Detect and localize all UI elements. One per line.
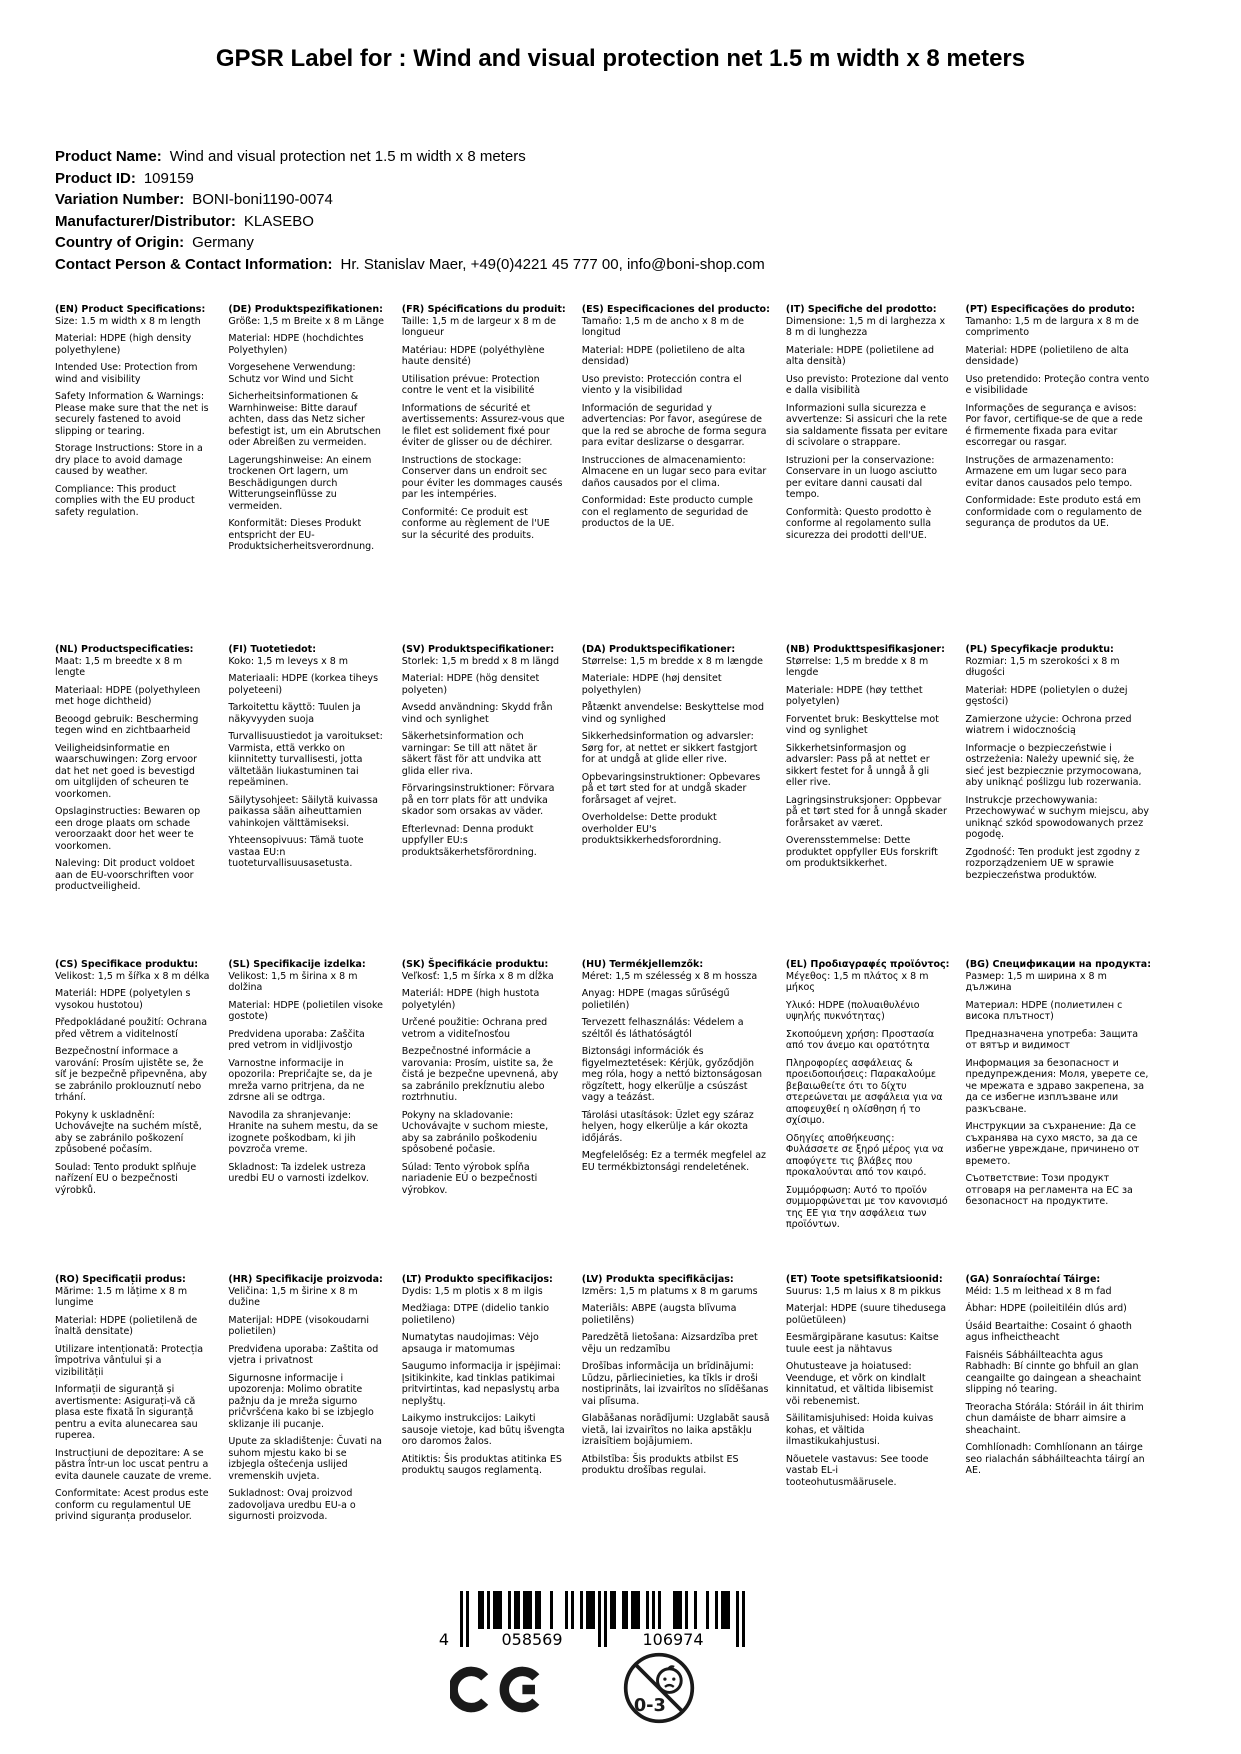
barcode-bar bbox=[493, 1591, 496, 1629]
language-block-paragraph: Beoogd gebruik: Bescherming tegen wind en zichtbaarheid bbox=[55, 713, 199, 736]
barcode-bar bbox=[481, 1591, 484, 1629]
barcode-bar bbox=[499, 1591, 502, 1629]
barcode-bar bbox=[538, 1591, 541, 1629]
language-block-paragraph: Sicherheitsinformationen & Warnhinweise: Bitte darauf achten, dass das Netz sicher befestigt ist, um ein Abrutschen oder Abreißen zu vermeiden. bbox=[228, 391, 381, 448]
product-info-row bbox=[55, 254, 765, 276]
language-block-paragraph: Forventet bruk: Beskyttelse mot vind og synlighet bbox=[785, 713, 939, 736]
language-block-paragraph: Μέγεθος: 1,5 m πλάτος x 8 m μήκος bbox=[785, 970, 929, 993]
language-block-title: (FR) Spécifications du produit: bbox=[401, 304, 566, 315]
barcode-bar bbox=[514, 1591, 517, 1629]
barcode-bar bbox=[715, 1591, 718, 1629]
language-block-fi bbox=[228, 644, 401, 959]
language-block-paragraph: Pokyny k uskladnění: Uchovávejte na suchém místě, aby se zabránilo poškození způsobené počasím. bbox=[55, 1109, 202, 1155]
language-block-paragraph: Υλικό: HDPE (πολυαιθυλένιο υψηλής πυκνότητας) bbox=[785, 999, 920, 1022]
language-block-paragraph: Instrukcje przechowywania: Przechowywać w suchym miejscu, aby uniknąć szkód spowodowanych przez pogodę. bbox=[965, 794, 1150, 840]
barcode-bar bbox=[604, 1591, 607, 1647]
language-block-paragraph: Velikost: 1,5 m širina x 8 m dolžina bbox=[228, 970, 358, 993]
language-block-paragraph: Tamaño: 1,5 m de ancho x 8 m de longitud bbox=[581, 315, 744, 338]
language-block-paragraph: Predvidena uporaba: Zaščita pred vetrom in vidljivostjo bbox=[228, 1028, 365, 1051]
barcode-bar bbox=[580, 1591, 583, 1629]
language-block-paragraph: Comhlíonadh: Comhlíonann an táirge seo rialachán sábháilteachta táirgí an AE. bbox=[965, 1442, 1145, 1476]
barcode-bar bbox=[637, 1591, 640, 1629]
language-block-paragraph: Bezpečnostné informácie a varovania: Prosím, uistite sa, že čistá je bezpečne upevnená, aby sa zabránilo prekĺznutiu alebo roztrhnutiu. bbox=[401, 1046, 559, 1103]
language-block-pt bbox=[965, 304, 1167, 644]
language-block-it bbox=[786, 304, 966, 644]
language-block-title: (BG) Спецификации на продукта: bbox=[965, 959, 1151, 970]
language-block-paragraph: Súlad: Tento výrobok spĺňa nariadenie EÚ o bezpečnosti výrobkov. bbox=[401, 1161, 538, 1196]
language-block-paragraph: Materiaal: HDPE (polyethyleen met hoge dichtheid) bbox=[55, 684, 201, 707]
language-block-paragraph: Materiale: HDPE (høy tetthet polyetylen) bbox=[785, 684, 923, 707]
barcode-bar bbox=[721, 1591, 724, 1629]
language-block-ro bbox=[55, 1274, 228, 1529]
language-block-paragraph: Инструкции за съхранение: Да се съхранява на сухо място, за да се избегне увреждане, причинено от времето. bbox=[965, 1121, 1140, 1167]
language-block-title: (GA) Sonraíochtaí Táirge: bbox=[965, 1274, 1101, 1285]
language-block-title: (EN) Product Specifications: bbox=[55, 304, 206, 315]
language-block-paragraph: Uso pretendido: Proteção contra vento e visibilidade bbox=[965, 373, 1150, 396]
language-block-paragraph: Informacje o bezpieczeństwie i ostrzeżenia: Należy upewnić się, że sieć jest bezpiecznie przymocowana, aby uniknąć poślizgu lub rozerwania. bbox=[965, 742, 1142, 788]
language-grid bbox=[55, 304, 1167, 1529]
language-block-paragraph: Varnostne informacije in opozorila: Prepričajte se, da je mreža varno pritrjena, da ne zdrsne ali se odtrga. bbox=[228, 1057, 373, 1103]
language-block-paragraph: Material: HDPE (high density polyethylene) bbox=[55, 333, 192, 356]
language-block-paragraph: Anyag: HDPE (magas sűrűségű polietilén) bbox=[581, 988, 730, 1011]
language-block-paragraph: Numatytas naudojimas: Vėjo apsauga ir matomumas bbox=[401, 1332, 539, 1355]
language-block-paragraph: Materijal: HDPE (visokoudarni polietilen) bbox=[228, 1314, 370, 1337]
barcode-bar bbox=[685, 1591, 688, 1629]
language-block-en bbox=[55, 304, 228, 644]
page-title: GPSR Label for : Wind and visual protection net 1.5 m width x 8 meters bbox=[215, 45, 1026, 72]
language-block-paragraph: Tamanho: 1,5 m de largura x 8 m de comprimento bbox=[965, 315, 1139, 338]
language-block-paragraph: Atitiktis: Šis produktas atitinka ES produktų saugos reglamentą. bbox=[401, 1453, 562, 1476]
language-block-title: (LT) Produkto specifikacijos: bbox=[401, 1274, 553, 1285]
language-block-paragraph: Materjal: HDPE (suure tihedusega polüetüleen) bbox=[785, 1303, 947, 1326]
language-block-paragraph: Biztonsági információk és figyelmeztetések: Kérjük, győződjön meg róla, hogy a nettó biztonságosan rögzített, hogy elkerülje a csúszást vagy a teázást. bbox=[581, 1046, 763, 1103]
language-block-paragraph: Atbilstība: Šis produkts atbilst ES produktu drošības regulai. bbox=[581, 1453, 739, 1476]
language-block-title: (SK) Špecifikácie produktu: bbox=[401, 959, 549, 970]
language-block-paragraph: Οδηγίες αποθήκευσης: Φυλάσσετε σε ξηρό μέρος για να αποφύγετε τις βλάβες που προκαλούνται από τον καιρό. bbox=[785, 1132, 944, 1178]
barcode-bar bbox=[529, 1591, 532, 1629]
barcode-first-digit: 4 bbox=[438, 1630, 450, 1649]
language-block-paragraph: Materiał: HDPE (polietylen o dużej gęstości) bbox=[965, 684, 1128, 707]
language-block-title: (RO) Specificații produs: bbox=[55, 1274, 186, 1285]
language-block-title: (EL) Προδιαγραφές προϊόντος: bbox=[785, 959, 950, 970]
language-block-paragraph: Πληροφορίες ασφάλειας & προειδοποιήσεις: Παρακαλούμε βεβαιωθείτε ότι το δίχτυ στερεώνεται με ασφάλεια για να αποφευχθεί η ολίσθηση ή το σχίσιμο. bbox=[785, 1057, 943, 1126]
product-info-label: Product Name: bbox=[55, 148, 162, 165]
language-block-title: (DE) Produktspezifikationen: bbox=[228, 304, 383, 315]
language-block-paragraph: Informații de siguranță și avertismente: Asigurați-vă că plasa este fixată în siguranță pentru a evita alunecarea sau ruperea. bbox=[55, 1384, 198, 1441]
language-block-paragraph: Storage Instructions: Store in a dry place to avoid damage caused by weather. bbox=[55, 443, 203, 477]
language-block-paragraph: Eesmärgipärane kasutus: Kaitse tuule eest ja nähtavus bbox=[785, 1332, 939, 1355]
language-block-nb bbox=[786, 644, 966, 959]
language-block-paragraph: Påtænkt anvendelse: Beskyttelse mod vind og synlighed bbox=[581, 702, 764, 725]
language-block-paragraph: Sukladnost: Ovaj proizvod zadovoljava uredbu EU-a o sigurnosti proizvoda. bbox=[228, 1488, 356, 1522]
product-info-label: Variation Number: bbox=[55, 191, 185, 208]
language-block-paragraph: Størrelse: 1,5 m bredde x 8 m længde bbox=[581, 655, 764, 667]
language-block-paragraph: Megfelelőség: Ez a termék megfelel az EU termékbiztonsági rendeletének. bbox=[581, 1150, 767, 1173]
age-warning-label: 0-3 bbox=[633, 1695, 666, 1716]
product-info-label: Manufacturer/Distributor: bbox=[55, 212, 236, 230]
language-block-paragraph: Určené použitie: Ochrana pred vetrom a viditeľnosťou bbox=[401, 1017, 548, 1040]
language-block-da bbox=[582, 644, 786, 959]
language-block-paragraph: Laikymo instrukcijos: Laikyti sausoje vietoje, kad būtų išvengta oro daromos žalos. bbox=[401, 1413, 565, 1447]
language-block-title: (NB) Produkttspesifikasjoner: bbox=[785, 644, 945, 655]
language-block-paragraph: Vorgesehene Verwendung: Schutz vor Wind und Sicht bbox=[228, 362, 356, 385]
language-block-lt bbox=[402, 1274, 582, 1529]
language-block-et bbox=[786, 1274, 966, 1529]
language-block-paragraph: Matériau: HDPE (polyéthylène haute densité) bbox=[401, 344, 545, 367]
language-block-paragraph: Předpokládané použití: Ochrana před větrem a viditelností bbox=[55, 1017, 208, 1040]
language-block-paragraph: Materiál: HDPE (polyetylen s vysokou hustotou) bbox=[55, 988, 191, 1011]
language-block-paragraph: Uso previsto: Protezione dal vento e dalla visibilità bbox=[785, 373, 949, 396]
barcode-bar bbox=[658, 1591, 661, 1629]
barcode-bar bbox=[526, 1591, 529, 1629]
language-block-paragraph: Förvaringsinstruktioner: Förvara på en torr plats för att undvika skador som orsakas av väder. bbox=[401, 783, 555, 817]
language-block-lv bbox=[582, 1274, 786, 1529]
language-block-paragraph: Sikkerhedsinformation og advarsler: Sørg for, at nettet er sikkert fastgjort for at undgå at glide eller rive. bbox=[581, 731, 758, 765]
language-block-paragraph: Tárolási utasítások: Üzlet egy száraz helyen, hogy elkerülje a kár okozta időjárás. bbox=[581, 1109, 754, 1144]
barcode-bar bbox=[589, 1591, 592, 1629]
language-block-hu bbox=[582, 959, 786, 1274]
language-block-paragraph: Rozmiar: 1,5 m szerokości x 8 m długości bbox=[965, 655, 1120, 678]
barcode-bar bbox=[625, 1591, 628, 1629]
language-block-paragraph: Veľkosť: 1,5 m šírka x 8 m dĺžka bbox=[401, 970, 554, 982]
language-block-paragraph: Instrucțiuni de depozitare: A se păstra într-un loc uscat pentru a evita daunele cauzate de vreme. bbox=[55, 1447, 212, 1482]
language-block-bg bbox=[965, 959, 1167, 1274]
language-block-paragraph: Upute za skladištenje: Čuvati na suhom mjestu kako bi se izbjegla oštećenja uslijed vremenskih uvjeta. bbox=[228, 1436, 382, 1482]
barcode-bar bbox=[535, 1591, 538, 1629]
language-block-title: (SL) Specifikacije izdelka: bbox=[228, 959, 366, 970]
language-block-paragraph: Conformidad: Este producto cumple con el reglamento de seguridad de productos de la UE. bbox=[581, 495, 754, 529]
language-block-pl bbox=[965, 644, 1167, 959]
language-block-paragraph: Lagerungshinweise: An einem trockenen Ort lagern, um Beschädigungen durch Witterungseinflüsse zu vermeiden. bbox=[228, 454, 372, 512]
language-block-paragraph: Faisnéis Sábháilteachta agus Rabhadh: Bí cinnte go bhfuil an glan ceangailte go daingean a sheachaint slipping nó tearing. bbox=[965, 1349, 1142, 1395]
language-block-paragraph: Compliance: This product complies with the EU product safety regulation. bbox=[55, 483, 195, 518]
barcode-bar bbox=[634, 1591, 637, 1629]
language-block-paragraph: Ábhar: HDPE (poileitiléin dlús ard) bbox=[965, 1303, 1127, 1314]
language-block-paragraph: Naleving: Dit product voldoet aan de EU-voorschriften voor productveiligheid. bbox=[55, 858, 195, 892]
language-block-paragraph: Safety Information & Warnings: Please make sure that the net is securely fastened to avoid slipping or tearing. bbox=[55, 391, 209, 437]
ce-mark-icon bbox=[450, 1662, 546, 1717]
language-block-hr bbox=[228, 1274, 401, 1529]
language-block-paragraph: Glabāšanas norādījumi: Uzglabāt sausā vietā, lai izvairītos no laika apstākļu izraisītiem bojājumiem. bbox=[581, 1413, 770, 1447]
language-block-paragraph: Информация за безопасност и предупреждения: Моля, уверете се, че мрежата е здраво закрепена, за да се избегне изплъзване или разкъсване. bbox=[965, 1057, 1149, 1115]
language-block-paragraph: Utilizare intenționată: Protecția împotriva vântului și a vizibilității bbox=[55, 1343, 204, 1378]
language-block-paragraph: Bezpečnostní informace a varování: Prosím ujistěte se, že síť je bezpečně připevněna, aby se zabránilo proklouznutí nebo trhání. bbox=[55, 1046, 207, 1103]
language-block-paragraph: Instructions de stockage: Conserver dans un endroit sec pour éviter les dommages causés par les intempéries. bbox=[401, 454, 563, 500]
barcode-bar bbox=[676, 1591, 679, 1629]
language-block-paragraph: Material: HDPE (hög densitet polyeten) bbox=[401, 673, 540, 696]
language-block-title: (HR) Specifikacije proizvoda: bbox=[228, 1274, 383, 1285]
product-info-label: Product ID: bbox=[55, 169, 136, 187]
barcode-bar bbox=[631, 1591, 634, 1629]
barcode-bar bbox=[610, 1591, 613, 1629]
language-block-cs bbox=[55, 959, 228, 1274]
language-block-paragraph: Zgodność: Ten produkt jest zgodny z rozporządzeniem UE w sprawie bezpieczeństwa produktów. bbox=[965, 846, 1140, 881]
language-block-title: (PL) Specyfikacje produktu: bbox=[965, 644, 1114, 655]
product-info-row bbox=[55, 211, 765, 233]
language-block-title: (FI) Tuotetiedot: bbox=[228, 644, 317, 655]
language-block-paragraph: Veličina: 1,5 m širine x 8 m dužine bbox=[228, 1285, 358, 1308]
language-block-title: (LV) Produkta specifikācijas: bbox=[581, 1274, 734, 1285]
language-block-paragraph: Materiale: HDPE (høj densitet polyethylen) bbox=[581, 673, 722, 696]
language-block-paragraph: Material: HDPE (hochdichtes Polyethylen) bbox=[228, 333, 364, 356]
language-block-paragraph: Säkerhetsinformation och varningar: Se till att nätet är säkert fäst för att undvika att glida eller riva. bbox=[401, 731, 542, 777]
language-block-paragraph: Size: 1.5 m width x 8 m length bbox=[55, 315, 201, 327]
language-block-paragraph: Conformidade: Este produto está em conformidade com o regulamento de segurança de produtos da UE. bbox=[965, 495, 1142, 529]
language-block-paragraph: Materiál: HDPE (high hustota polyetylén) bbox=[401, 988, 540, 1011]
barcode-bar bbox=[496, 1591, 499, 1629]
barcode-bar bbox=[727, 1591, 730, 1629]
language-block-paragraph: Storlek: 1,5 m bredd x 8 m längd bbox=[401, 655, 560, 667]
barcode-bar bbox=[652, 1591, 655, 1629]
language-block-ga bbox=[965, 1274, 1167, 1529]
barcode-bar bbox=[571, 1591, 574, 1629]
language-block-paragraph: Veiligheidsinformatie en waarschuwingen: Zorg ervoor dat het net goed is bevestigd om uitglijden of scheuren te voorkomen. bbox=[55, 742, 198, 800]
language-block-paragraph: Sigurnosne informacije i upozorenja: Molimo obratite pažnju da je mreža sigurno pričvršćena kako bi se izbjeglo sklizanje ili pucanje. bbox=[228, 1372, 374, 1430]
language-block-paragraph: Dydis: 1,5 m plotis x 8 m ilgis bbox=[401, 1285, 543, 1297]
language-block-paragraph: Materiāls: ABPE (augsta blīvuma polietilēns) bbox=[581, 1303, 737, 1326]
barcode-bar bbox=[592, 1591, 595, 1629]
language-block-sk bbox=[402, 959, 582, 1274]
language-block-paragraph: Mărime: 1.5 m lățime x 8 m lungime bbox=[55, 1285, 188, 1308]
barcode-bar bbox=[466, 1591, 469, 1647]
language-block-paragraph: Informations de sécurité et avertissements: Assurez-vous que le filet est solidement fixé pour éviter de glisser ou de déchirer. bbox=[401, 402, 565, 448]
language-block-paragraph: Съответствие: Този продукт отговаря на регламента на ЕС за безопасност на продуктите. bbox=[965, 1173, 1133, 1207]
language-block-paragraph: Velikost: 1,5 m šířka x 8 m délka bbox=[55, 970, 210, 982]
product-info-value: Hr. Stanislav Maer, +49(0)4221 45 777 00, info@boni-shop.com bbox=[340, 255, 765, 273]
language-block-paragraph: Informações de segurança e avisos: Por favor, certifique-se de que a rede é firmemente fixada para evitar escorregar ou rasgar. bbox=[965, 402, 1143, 448]
barcode-bar bbox=[736, 1591, 739, 1647]
language-block-paragraph: Material: HDPE (polietileno de alta densidade) bbox=[965, 344, 1129, 367]
product-info-value: KLASEBO bbox=[243, 212, 314, 230]
language-block-paragraph: Conformité: Ce produit est conforme au règlement de l'UE sur la sécurité des produits. bbox=[401, 506, 550, 541]
barcode-bar bbox=[742, 1591, 745, 1647]
language-block-paragraph: Konformität: Dieses Produkt entspricht der EU-Produktsicherheitsverordnung. bbox=[228, 518, 375, 552]
product-info-row bbox=[55, 146, 765, 168]
language-block-paragraph: Material: HDPE (polietilenă de înaltă densitate) bbox=[55, 1314, 198, 1337]
language-block-paragraph: Predviđena uporaba: Zaštita od vjetra i privatnost bbox=[228, 1343, 379, 1366]
barcode-bar bbox=[673, 1591, 676, 1629]
language-block-paragraph: Opbevaringsinstruktioner: Opbevares på et tørt sted for at undgå skader forårsaget af vejret. bbox=[581, 771, 761, 806]
language-block-paragraph: Información de seguridad y advertencias: Por favor, asegúrese de que la red se abroche de forma segura para evitar deslizarse o desgarrar. bbox=[581, 402, 767, 448]
barcode-bar bbox=[478, 1591, 481, 1629]
barcode-bar bbox=[613, 1591, 616, 1629]
language-block-title: (ET) Toote spetsifikatsioonid: bbox=[785, 1274, 943, 1285]
product-info-label: Contact Person & Contact Information: bbox=[55, 255, 333, 273]
language-block-title: (CS) Specifikace produktu: bbox=[55, 959, 199, 970]
language-block-paragraph: Yhteensopivuus: Tämä tuote vastaa EU:n tuoteturvallisuusasetusta. bbox=[228, 835, 364, 869]
language-block-paragraph: Taille: 1,5 m de largeur x 8 m de longueur bbox=[401, 315, 556, 338]
barcode-bar bbox=[460, 1591, 463, 1647]
language-block-paragraph: Treoracha Stórála: Stóráil in áit thirim chun damáiste de bharr aimsire a sheachaint. bbox=[965, 1401, 1144, 1436]
product-info-row bbox=[55, 189, 765, 211]
language-block-paragraph: Turvallisuustiedot ja varoitukset: Varmista, että verkko on kiinnitetty turvallisesti, jotta vältetään liukastuminen tai repeäminen. bbox=[228, 731, 383, 788]
barcode-left-group: 058569 bbox=[501, 1630, 563, 1649]
language-block-paragraph: Soulad: Tento produkt splňuje nařízení EU o bezpečnosti výrobků. bbox=[55, 1161, 197, 1196]
language-block-paragraph: Utilisation prévue: Protection contre le vent et la visibilité bbox=[401, 373, 540, 396]
language-block-paragraph: Informazioni sulla sicurezza e avvertenze: Si assicuri che la rete sia saldamente fissata per evitare di scivolare o strappare. bbox=[785, 402, 948, 448]
language-block-paragraph: Skladnost: Ta izdelek ustreza uredbi EU o varnosti izdelkov. bbox=[228, 1161, 369, 1184]
language-block-paragraph: Opslaginstructies: Bewaren op een droge plaats om schade veroorzaakt door het weer te voorkomen. bbox=[55, 806, 201, 852]
language-block-sl bbox=[228, 959, 401, 1274]
barcode-bar bbox=[598, 1591, 601, 1647]
language-block-paragraph: Tarkoitettu käyttö: Tuulen ja näkyvyyden suoja bbox=[228, 702, 361, 725]
language-block-paragraph: Conformitate: Acest produs este conform cu regulamentul UE privind siguranța produselor. bbox=[55, 1488, 209, 1522]
product-info-row bbox=[55, 232, 765, 254]
language-block-paragraph: Размер: 1,5 m ширина x 8 m дължина bbox=[965, 970, 1107, 993]
language-block-paragraph: Συμμόρφωση: Αυτό το προϊόν συμμορφώνεται με τον κανονισμό της ΕΕ για την ασφάλεια των προϊόντων. bbox=[785, 1184, 948, 1230]
barcode-bar bbox=[622, 1591, 625, 1629]
language-block-sv bbox=[402, 644, 582, 959]
language-block-title: (ES) Especificaciones del producto: bbox=[581, 304, 770, 315]
language-block-paragraph: Koko: 1,5 m leveys x 8 m bbox=[228, 655, 349, 667]
language-block-nl bbox=[55, 644, 228, 959]
barcode-bar bbox=[523, 1591, 526, 1629]
barcode-bar bbox=[679, 1591, 682, 1629]
language-block-paragraph: Efterlevnad: Denna produkt uppfyller EU:s produktsäkerhetsförordning. bbox=[401, 823, 537, 858]
language-block-title: (SV) Produktspecifikationer: bbox=[401, 644, 555, 655]
barcode-bar bbox=[517, 1591, 520, 1629]
barcode-right-group: 106974 bbox=[642, 1630, 704, 1649]
language-block-paragraph: Conformità: Questo prodotto è conforme al regolamento sulla sicurezza dei prodotti dell'UE. bbox=[785, 506, 932, 541]
product-info bbox=[55, 146, 765, 275]
barcode-bar bbox=[565, 1591, 568, 1629]
language-block-paragraph: Lagringsinstruksjoner: Oppbevar på et tørt sted for å unngå skader forårsaket av været. bbox=[785, 794, 947, 829]
barcode-bar bbox=[724, 1591, 727, 1629]
ean13-barcode bbox=[430, 1591, 760, 1653]
language-block-paragraph: Σκοπούμενη χρήση: Προστασία από τον άνεμο και ορατότητα bbox=[785, 1028, 935, 1051]
language-block-paragraph: Größe: 1,5 m Breite x 8 m Länge bbox=[228, 315, 384, 327]
language-block-paragraph: Overholdelse: Dette produkt overholder EU's produktsikkerhedsforordning. bbox=[581, 812, 722, 846]
language-block-paragraph: Izmērs: 1,5 m platums x 8 m garums bbox=[581, 1285, 758, 1297]
language-block-paragraph: Drošības informācija un brīdinājumi: Lūdzu, pārliecinieties, ka tīkls ir droši nostiprināts, lai izvairītos no slīdēšanas vai plīsuma. bbox=[581, 1361, 769, 1407]
language-block-paragraph: Avsedd användning: Skydd från vind och synlighet bbox=[401, 702, 553, 725]
language-block-paragraph: Méret: 1,5 m szélesség x 8 m hossza bbox=[581, 970, 758, 982]
language-block-el bbox=[786, 959, 966, 1274]
language-block-title: (NL) Productspecificaties: bbox=[55, 644, 194, 655]
product-info-value: BONI-boni1190-0074 bbox=[192, 191, 333, 208]
barcode-bar bbox=[550, 1591, 553, 1629]
language-block-paragraph: Uso previsto: Protección contra el viento y la visibilidad bbox=[581, 373, 742, 396]
language-block-title: (HU) Termékjellemzők: bbox=[581, 959, 704, 970]
language-block-paragraph: Instrucciones de almacenamiento: Almacene en un lugar seco para evitar daños causados por el clima. bbox=[581, 454, 767, 489]
language-block-title: (DA) Produktspecifikationer: bbox=[581, 644, 736, 655]
product-info-value: Wind and visual protection net 1.5 m width x 8 meters bbox=[169, 148, 526, 165]
language-block-paragraph: Material: HDPE (polietilen visoke gostote) bbox=[228, 999, 384, 1022]
language-block-de bbox=[228, 304, 401, 644]
barcode-bar bbox=[706, 1591, 709, 1629]
language-block-paragraph: Saugumo informacija ir įspėjimai: Įsitikinkite, kad tinklas patikimai pritvirtintas, kad nepaslystų arba neplyštų. bbox=[401, 1361, 561, 1407]
product-info-value: Germany bbox=[192, 234, 254, 251]
language-block-paragraph: Instruções de armazenamento: Armazene em um lugar seco para evitar danos causados pelo tempo. bbox=[965, 454, 1133, 489]
language-block-es bbox=[582, 304, 786, 644]
barcode-bar bbox=[646, 1591, 649, 1629]
product-info-label: Country of Origin: bbox=[55, 234, 185, 251]
barcode-bar bbox=[508, 1591, 511, 1629]
product-info-row bbox=[55, 168, 765, 190]
language-block-fr bbox=[402, 304, 582, 644]
barcode-bar bbox=[694, 1591, 697, 1629]
language-block-paragraph: Navodila za shranjevanje: Hranite na suhem mestu, da se izognete poškodbam, ki jih povzroča vreme. bbox=[228, 1109, 378, 1155]
language-block-paragraph: Materiale: HDPE (polietilene ad alta densità) bbox=[785, 344, 935, 367]
language-block-paragraph: Méid: 1.5 m leithead x 8 m fad bbox=[965, 1285, 1112, 1297]
language-block-paragraph: Intended Use: Protection from wind and visibility bbox=[55, 362, 198, 385]
barcode-bar bbox=[487, 1591, 490, 1629]
product-info-value: 109159 bbox=[143, 169, 194, 187]
language-block-title: (PT) Especificações do produto: bbox=[965, 304, 1135, 315]
language-block-paragraph: Úsáid Beartaithe: Cosaint ó ghaoth agus infheictheacht bbox=[965, 1320, 1132, 1343]
language-block-paragraph: Sikkerhetsinformasjon og advarsler: Pass på at nettet er sikkert festet for å unngå å gli eller rive. bbox=[785, 742, 930, 788]
language-block-paragraph: Предназначена употреба: Защита от вятър и видимост bbox=[965, 1028, 1139, 1051]
language-block-paragraph: Størrelse: 1,5 m bredde x 8 m lengde bbox=[785, 655, 929, 678]
barcode-bar bbox=[586, 1591, 589, 1629]
language-block-paragraph: Dimensione: 1,5 m di larghezza x 8 m di lunghezza bbox=[785, 315, 946, 338]
language-block-paragraph: Säilitamisjuhised: Hoida kuivas kohas, et vältida ilmastikukahjustusi. bbox=[785, 1413, 934, 1447]
language-block-paragraph: Medžiaga: DTPE (didelio tankio polietileno) bbox=[401, 1303, 550, 1326]
language-block-paragraph: Material: HDPE (polietileno de alta densidad) bbox=[581, 344, 746, 367]
language-block-paragraph: Zamierzone użycie: Ochrona przed wiatrem i widocznością bbox=[965, 713, 1132, 736]
language-block-paragraph: Nõuetele vastavus: See toode vastab EL-i tooteohutusmäärusele. bbox=[785, 1453, 929, 1488]
language-block-paragraph: Материал: HDPE (полиетилен с висока плътност) bbox=[965, 999, 1123, 1022]
language-block-paragraph: Pokyny na skladovanie: Uchovávajte v suchom mieste, aby sa zabránilo poškodeniu spôsobené počasie. bbox=[401, 1109, 549, 1155]
language-block-paragraph: Ohutusteave ja hoiatused: Veenduge, et võrk on kindlalt kinnitatud, et vältida libisemist või rebenemist. bbox=[785, 1361, 934, 1407]
language-block-paragraph: Maat: 1,5 m breedte x 8 m lengte bbox=[55, 655, 183, 678]
language-block-title: (IT) Specifiche del prodotto: bbox=[785, 304, 937, 315]
language-block-paragraph: Tervezett felhasználás: Védelem a széltől és láthatóságtól bbox=[581, 1017, 744, 1040]
language-block-paragraph: Säilytysohjeet: Säilytä kuivassa paikassa sään aiheuttamien vahinkojen välttämiseksi. bbox=[228, 794, 378, 829]
language-block-paragraph: Istruzioni per la conservazione: Conservare in un luogo asciutto per evitare danni causati dal tempo. bbox=[785, 454, 938, 500]
language-block-paragraph: Paredzētā lietošana: Aizsardzība pret vēju un redzamību bbox=[581, 1332, 758, 1355]
age-warning-0-3-icon bbox=[622, 1650, 696, 1726]
language-block-paragraph: Materiaali: HDPE (korkea tiheys polyeteeni) bbox=[228, 673, 379, 696]
language-block-paragraph: Suurus: 1,5 m laius x 8 m pikkus bbox=[785, 1285, 941, 1297]
language-block-paragraph: Overensstemmelse: Dette produktet oppfyller EUs forskrift om produktsikkerhet. bbox=[785, 835, 938, 869]
